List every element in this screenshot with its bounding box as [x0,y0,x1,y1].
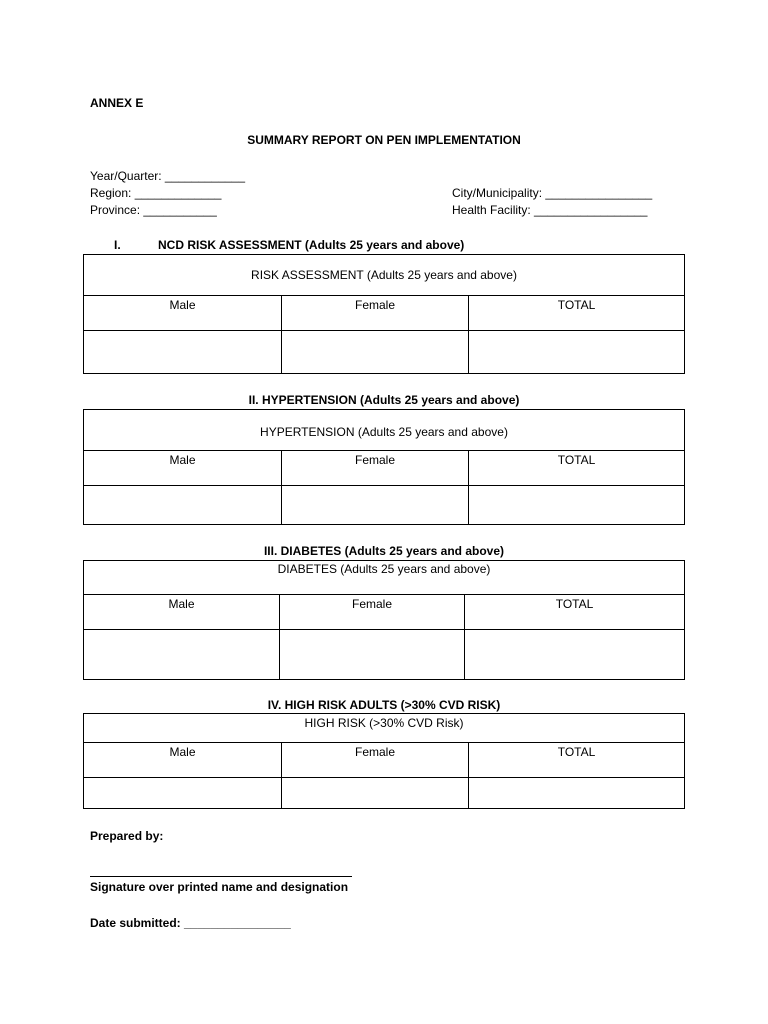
male-value-cell[interactable] [84,778,282,808]
column-header-male: Male [84,595,280,629]
section-1-heading: NCD RISK ASSESSMENT (Adults 25 years and above) [158,238,465,252]
total-value-cell[interactable] [469,331,684,373]
table-title: HYPERTENSION (Adults 25 years and above) [84,410,684,451]
column-header-female: Female [280,595,465,629]
column-header-total: TOTAL [557,298,596,312]
column-header-total: TOTAL [557,745,596,759]
column-header-male: Male [84,743,282,777]
total-value-cell[interactable] [465,630,684,679]
risk-assessment-table [83,254,685,374]
column-header-female: Female [282,296,469,330]
column-header-male: Male [84,451,282,485]
male-value-cell[interactable] [84,486,282,524]
total-value-cell[interactable] [469,778,684,808]
diabetes-table [83,560,685,680]
female-value-cell[interactable] [280,630,465,679]
region-field[interactable]: Region: _____________ [90,186,222,200]
prepared-by-label: Prepared by: [90,829,164,843]
table-row [84,778,684,808]
table-header-row [84,296,684,331]
column-header-total: TOTAL [555,597,594,611]
province-field[interactable]: Province: ___________ [90,203,217,217]
city-municipality-field[interactable]: City/Municipality: ________________ [452,186,653,200]
column-header-female: Female [282,451,469,485]
table-header-row [84,743,684,778]
table-title: HIGH RISK (>30% CVD Risk) [84,714,684,743]
health-facility-field[interactable]: Health Facility: _________________ [452,203,648,217]
signature-label: Signature over printed name and designation [90,880,349,894]
high-risk-table [83,713,685,809]
male-value-cell[interactable] [84,630,280,679]
table-title: DIABETES (Adults 25 years and above) [84,561,684,595]
annex-label: ANNEX E [90,96,144,110]
female-value-cell[interactable] [282,778,469,808]
hypertension-table [83,409,685,525]
column-header-total: TOTAL [557,453,596,467]
section-4-heading: IV. HIGH RISK ADULTS (>30% CVD RISK) [267,698,501,712]
page-title: SUMMARY REPORT ON PEN IMPLEMENTATION [247,133,521,147]
table-row [84,486,684,524]
column-header-male: Male [84,296,282,330]
section-3-heading: III. DIABETES (Adults 25 years and above) [263,544,505,558]
column-header-female: Female [282,743,469,777]
table-row [84,331,684,373]
section-1-number: I. [114,238,121,252]
table-header-row [84,451,684,486]
section-2-heading: II. HYPERTENSION (Adults 25 years and above) [248,393,520,407]
female-value-cell[interactable] [282,486,469,524]
signature-line[interactable] [90,876,352,877]
female-value-cell[interactable] [282,331,469,373]
table-header-row [84,595,684,630]
male-value-cell[interactable] [84,331,282,373]
table-title: RISK ASSESSMENT (Adults 25 years and above) [84,255,684,296]
year-quarter-field[interactable]: Year/Quarter: ____________ [90,169,246,183]
date-submitted-field[interactable]: Date submitted: ________________ [90,916,291,930]
table-row [84,630,684,679]
total-value-cell[interactable] [469,486,684,524]
